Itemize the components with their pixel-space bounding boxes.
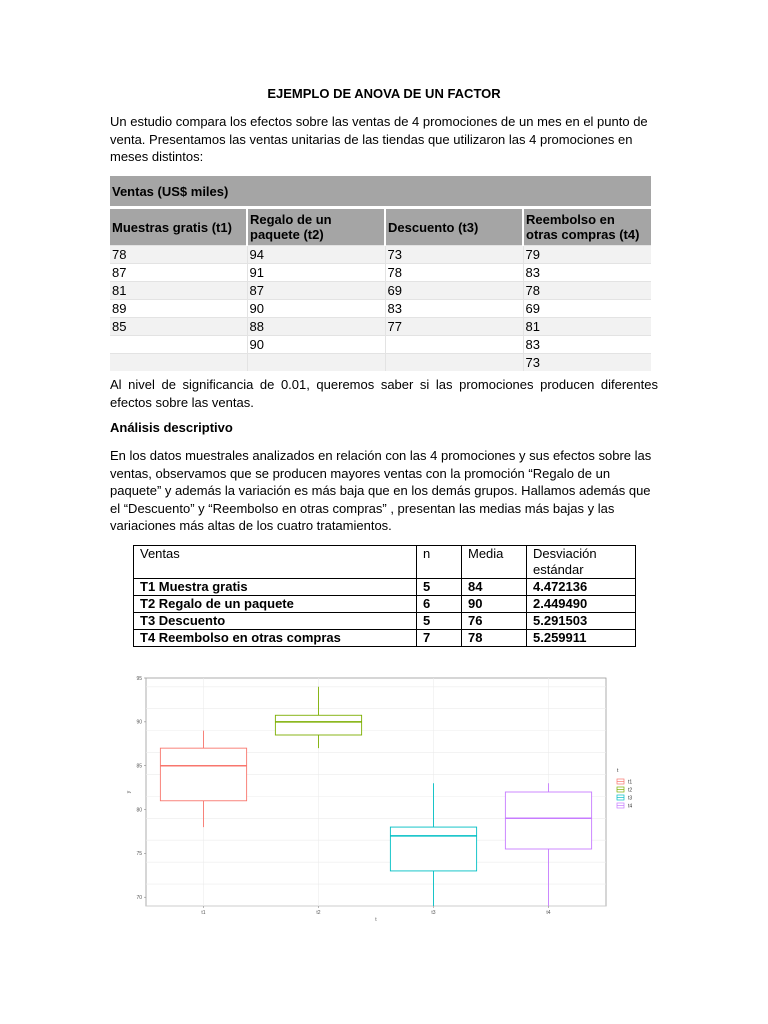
table-cell: 69: [523, 300, 651, 318]
table-cell: 88: [247, 318, 385, 336]
x-tick-label: t2: [316, 910, 321, 916]
legend-label-t2: t2: [628, 787, 633, 794]
stats-table-header-row: [134, 546, 636, 579]
table-cell: T4 Reembolso en otras compras: [134, 630, 417, 647]
table-cell: 83: [385, 300, 523, 318]
boxplot-svg: [108, 668, 648, 930]
table-cell: 87: [110, 264, 247, 282]
stats-header-media: Media: [462, 546, 527, 579]
analysis-heading: Análisis descriptivo: [110, 420, 233, 435]
box-t2: [275, 715, 361, 735]
table-cell: 4.472136: [527, 579, 636, 596]
table-cell: [110, 336, 247, 354]
table-cell: T1 Muestra gratis: [134, 579, 417, 596]
table-cell: 78: [385, 264, 523, 282]
table-cell: 5.259911: [527, 630, 636, 647]
table-cell: 7: [417, 630, 462, 647]
table-cell: 5: [417, 613, 462, 630]
table-cell: 2.449490: [527, 596, 636, 613]
table-cell: 87: [247, 282, 385, 300]
table-cell: T2 Regalo de un paquete: [134, 596, 417, 613]
legend-label-t4: t4: [628, 803, 633, 810]
sales-table-caption-row: [110, 176, 651, 208]
table-row: [110, 246, 651, 264]
table-row: [110, 318, 651, 336]
table-cell: [385, 336, 523, 354]
table-cell: 89: [110, 300, 247, 318]
x-tick-label: t1: [201, 910, 206, 916]
table-row: [134, 596, 636, 613]
table-cell: 5.291503: [527, 613, 636, 630]
table-cell: 5: [417, 579, 462, 596]
table-cell: 90: [247, 300, 385, 318]
sales-header-t1: Muestras gratis (t1): [110, 208, 247, 246]
sales-table-header-row: [110, 208, 651, 246]
document-title: EJEMPLO DE ANOVA DE UN FACTOR: [267, 86, 501, 101]
legend-title: t: [617, 768, 619, 774]
legend-label-t1: t1: [628, 779, 633, 786]
table-cell: 81: [110, 282, 247, 300]
table-cell: 84: [462, 579, 527, 596]
table-row: [110, 282, 651, 300]
y-tick-label: 95: [136, 675, 142, 682]
significance-paragraph: Al nivel de significancia de 0.01, queremos saber si las promociones producen diferentes efectos sobre las ventas.: [110, 377, 658, 410]
table-cell: 90: [247, 336, 385, 354]
table-cell: 78: [110, 246, 247, 264]
table-cell: 91: [247, 264, 385, 282]
table-cell: 73: [523, 354, 651, 372]
box-t3: [390, 827, 476, 871]
y-axis-label: y: [126, 790, 132, 794]
sales-header-t3: Descuento (t3): [385, 208, 523, 246]
table-cell: [247, 354, 385, 372]
x-tick-label: t3: [431, 910, 436, 916]
table-cell: 83: [523, 264, 651, 282]
analysis-paragraph: En los datos muestrales analizados en relación con las 4 promociones y sus efectos sobre las ventas, observamos que se producen mayores ventas con la promoción “Regalo de un paquete” y además la variación es más baja que en los demás grupos. Hallamos además que el “Descuento” y “Reembolso en otras compras” , presentan las medias más bajas y las variaciones más altas de los cuatro tratamientos.: [110, 448, 652, 533]
sales-header-t4: Reembolso en otras compras (t4): [523, 208, 651, 246]
box-t4: [505, 792, 591, 849]
table-row: [110, 336, 651, 354]
table-cell: 77: [385, 318, 523, 336]
table-cell: 73: [385, 246, 523, 264]
table-cell: [110, 354, 247, 372]
y-tick-label: 80: [136, 807, 142, 814]
y-tick-label: 75: [136, 851, 142, 858]
x-axis-label: t: [375, 917, 377, 923]
table-cell: [385, 354, 523, 372]
table-cell: 78: [523, 282, 651, 300]
table-row: [110, 300, 651, 318]
table-cell: 81: [523, 318, 651, 336]
y-tick-label: 90: [136, 719, 142, 726]
legend-label-t3: t3: [628, 795, 633, 802]
table-cell: 69: [385, 282, 523, 300]
table-cell: 79: [523, 246, 651, 264]
table-cell: 6: [417, 596, 462, 613]
stats-header-desviacion: Desviación estándar: [527, 546, 636, 579]
table-cell: 78: [462, 630, 527, 647]
stats-header-n: n: [417, 546, 462, 579]
table-row: [134, 579, 636, 596]
intro-paragraph: Un estudio compara los efectos sobre las ventas de 4 promociones de un mes en el punto de venta. Presentamos las ventas unitarias de las tiendas que utilizaron las 4 promociones en meses distintos:: [110, 114, 648, 164]
stats-table: [133, 545, 636, 647]
y-tick-label: 85: [136, 763, 142, 770]
box-t1: [160, 748, 246, 801]
table-cell: 85: [110, 318, 247, 336]
table-row: [110, 264, 651, 282]
sales-header-t2: Regalo de un paquete (t2): [247, 208, 385, 246]
table-cell: 90: [462, 596, 527, 613]
table-cell: 76: [462, 613, 527, 630]
table-row: [134, 613, 636, 630]
sales-table-caption: Ventas (US$ miles): [110, 176, 651, 208]
y-tick-label: 70: [136, 895, 142, 902]
table-cell: 83: [523, 336, 651, 354]
sales-table: [110, 176, 651, 371]
x-tick-label: t4: [546, 910, 551, 916]
table-cell: 94: [247, 246, 385, 264]
table-row: [110, 354, 651, 372]
table-row: [134, 630, 636, 647]
stats-header-ventas: Ventas: [134, 546, 417, 579]
boxplot-chart: [108, 668, 648, 930]
table-cell: T3 Descuento: [134, 613, 417, 630]
